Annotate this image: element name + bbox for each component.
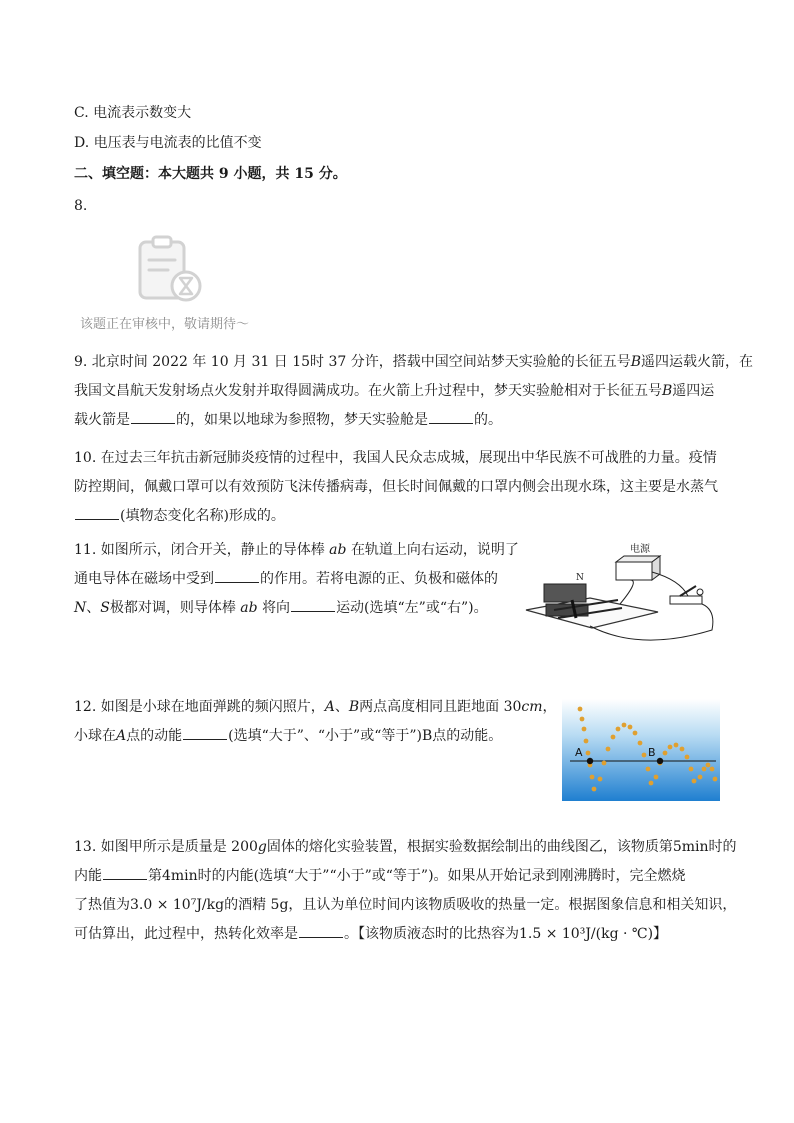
bouncing-ball-photo <box>562 699 720 801</box>
q10-line-1: 10. 在过去三年抗击新冠肺炎疫情的过程中，我国人民众志成城，展现出中华民族不可战胜的力量。疫情 <box>74 450 717 466</box>
question-13 <box>74 833 737 949</box>
q8-number: 8. <box>74 198 88 214</box>
answer-blank[interactable] <box>429 409 473 424</box>
answer-blank[interactable] <box>299 923 343 938</box>
option-c: C. 电流表示数变大 <box>74 105 192 121</box>
q11-line-2: 通电导体在磁场中受到 的作用。若将电源的正、负极和磁体的 <box>74 565 519 594</box>
q13-line-3: 了热值为3.0 × 10⁷J/kg的酒精 5g，且认为单位时间内该物质吸收的热量一定。根据图象信息和相关知识， <box>74 897 737 913</box>
question-10 <box>74 444 718 531</box>
q9-line-2: 我国文昌航天发射场点火发射并取得圆满成功。在火箭上升过程中，梦天实验舱相对于长征五号B遥四运 <box>74 383 715 399</box>
fig-n-label: N <box>576 573 584 583</box>
q11-line-1: 11. 如图所示，闭合开关，静止的导体棒 ab 在轨道上向右运动，说明了 <box>74 542 519 558</box>
answer-blank[interactable] <box>291 597 335 612</box>
question-12 <box>74 693 557 751</box>
answer-blank[interactable] <box>75 505 119 520</box>
q13-line-2: 内能 第4min时的内能(选填“大于”“小于”或“等于”)。如果从开始记录到刚沸腾时，完全燃烧 <box>74 862 737 891</box>
point-b-marker <box>657 758 663 764</box>
q13-line-4: 可估算出，此过程中，热转化效率是 。【该物质液态时的比热容为1.5 × 10³J/(kg · ℃)】 <box>74 920 737 949</box>
answer-blank[interactable] <box>103 865 147 880</box>
point-a-marker <box>587 758 593 764</box>
answer-blank[interactable] <box>131 409 175 424</box>
pending-review-caption: 该题正在审核中，敬请期待～ <box>80 317 250 332</box>
question-9 <box>74 348 753 435</box>
q9-line-3: 载火箭是 的，如果以地球为参照物，梦天实验舱是 的。 <box>74 406 753 435</box>
option-d: D. 电压表与电流表的比值不变 <box>74 135 262 151</box>
fig-power-label: 电源 <box>630 544 650 555</box>
motor-circuit-figure <box>520 540 720 652</box>
q12-line-1: 12. 如图是小球在地面弹跳的频闪照片，A、B两点高度相同且距地面 30cm， <box>74 699 557 715</box>
q11-line-3: N、S极都对调，则导体棒 ab 将向 运动(选填“左”或“右”)。 <box>74 594 519 623</box>
q10-line-2: 防控期间，佩戴口罩可以有效预防飞沫传播病毒，但长时间佩戴的口罩内侧会出现水珠，这主要是水蒸气 <box>74 479 718 495</box>
section-heading: 二、填空题：本大题共 9 小题，共 15 分。 <box>74 166 347 182</box>
q10-line-3: (填物态变化名称)形成的。 <box>74 502 718 531</box>
answer-blank[interactable] <box>183 725 227 740</box>
question-11 <box>74 536 519 623</box>
pending-review-icon <box>128 234 212 308</box>
fig-b-label: B <box>648 746 656 759</box>
q13-line-1: 13. 如图甲所示是质量是 200g固体的熔化实验装置，根据实验数据绘制出的曲线图乙，该物质第5min时的 <box>74 839 737 855</box>
fig-a-label: A <box>575 746 583 759</box>
q12-line-2: 小球在A点的动能 (选填“大于”、“小于”或“等于”)B点的动能。 <box>74 722 557 751</box>
q9-line-1: 9. 北京时间 2022 年 10 月 31 日 15时 37 分许，搭载中国空间站梦天实验舱的长征五号B遥四运载火箭，在 <box>74 354 754 370</box>
answer-blank[interactable] <box>215 568 259 583</box>
